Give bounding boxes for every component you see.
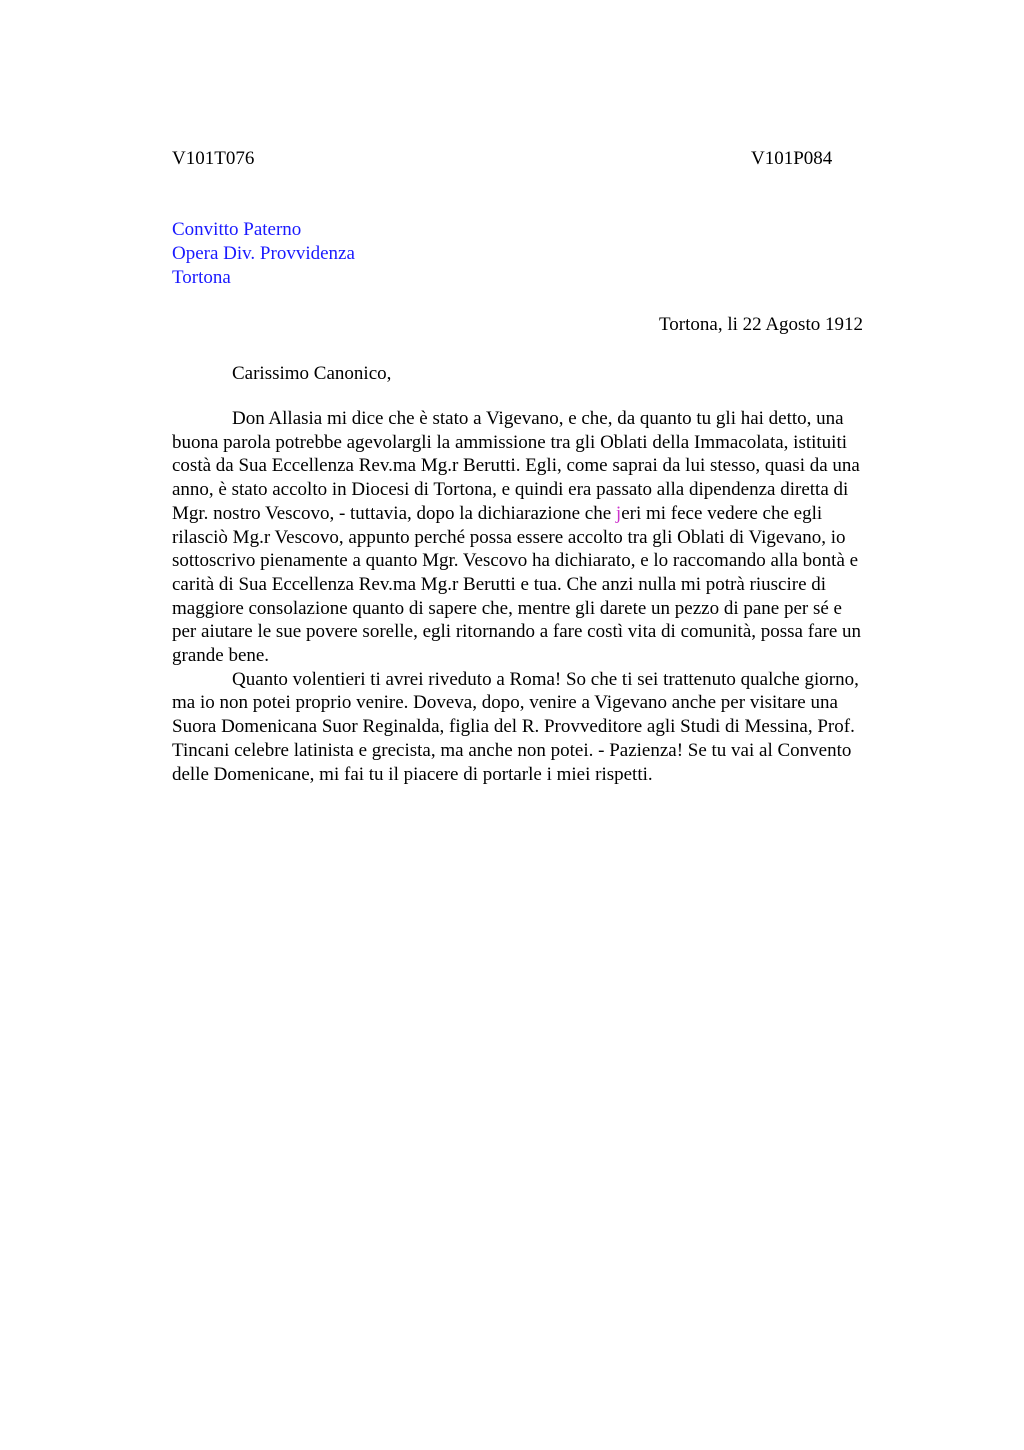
paragraph-1-line bbox=[172, 502, 924, 526]
paragraph-1-line: Don Allasia mi dice che è stato a Vigevano, e che, da quanto tu gli hai detto, una bbox=[232, 408, 844, 429]
letterhead-line-3: Tortona bbox=[172, 267, 231, 288]
line-text: eri mi fece vedere che egli bbox=[621, 502, 823, 524]
document-code-left: V101T076 bbox=[172, 148, 255, 169]
paragraph-1-line: sottoscrivo pienamente a quanto Mgr. Vescovo ha dichiarato, e lo raccomando alla bontà e bbox=[172, 550, 859, 572]
paragraph-1-line: rilasciò Mg.r Vescovo, appunto perché possa essere accolto tra gli Oblati di Vigevano, io bbox=[172, 526, 846, 548]
line-text: Mgr. nostro Vescovo, - tuttavia, dopo la dichiarazione che bbox=[172, 502, 616, 524]
letterhead bbox=[172, 218, 355, 290]
paragraph-2-line: Tincani celebre latinista e grecista, ma anche non potei. - Pazienza! Se tu vai al Convento bbox=[172, 739, 852, 761]
letterhead-line-2: Opera Div. Provvidenza bbox=[172, 243, 355, 264]
paragraph-1-line: buona parola potrebbe agevolargli la ammissione tra gli Oblati della Immacolata, istituiti bbox=[172, 431, 848, 453]
paragraph-2-line: Quanto volentieri ti avrei riveduto a Roma! So che ti sei trattenuto qualche giorno, bbox=[232, 668, 859, 690]
paragraph-2-line: Suora Domenicana Suor Reginalda, figlia del R. Provveditore agli Studi di Messina, Prof. bbox=[172, 716, 855, 738]
paragraph-1-line: maggiore consolazione quanto di sapere che, mentre gli darete un pezzo di pane per sé e bbox=[172, 597, 842, 619]
paragraph-1-line: costà da Sua Eccellenza Rev.ma Mg.r Berutti. Egli, come saprai da lui stesso, quasi da una bbox=[172, 455, 860, 477]
date-line: Tortona, li 22 Agosto 1912 bbox=[659, 314, 863, 335]
highlighted-letter: j bbox=[615, 502, 622, 524]
letterhead-line-1: Convitto Paterno bbox=[172, 219, 302, 240]
paragraph-1-line: carità di Sua Eccellenza Rev.ma Mg.r Berutti e tua. Che anzi nulla mi potrà riuscire di bbox=[172, 573, 827, 595]
paragraph-1-line: per aiutare le sue povere sorelle, egli ritornando a fare costì vita di comunità, possa fare un bbox=[172, 621, 862, 643]
letter-body bbox=[172, 407, 924, 786]
salutation: Carissimo Canonico, bbox=[232, 363, 392, 384]
paragraph-1-line: grande bene. bbox=[172, 645, 270, 667]
paragraph-2-line: ma io non potei proprio venire. Doveva, dopo, venire a Vigevano anche per visitare una bbox=[172, 692, 838, 714]
paragraph-2-line: delle Domenicane, mi fai tu il piacere di portarle i miei rispetti. bbox=[172, 763, 653, 785]
document-code-right: V101P084 bbox=[751, 148, 833, 169]
paragraph-1-line: anno, è stato accolto in Diocesi di Tortona, e quindi era passato alla dipendenza diretta di bbox=[172, 479, 849, 501]
